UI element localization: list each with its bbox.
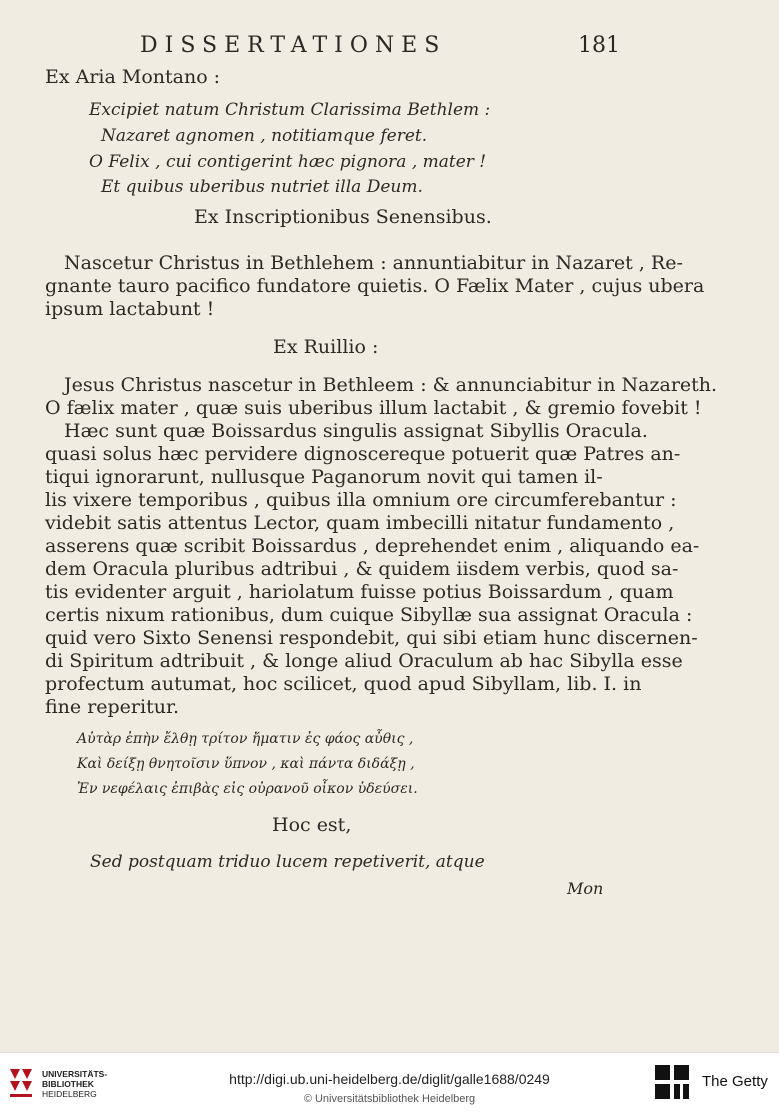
paragraph-line: videbit satis attentus Lector, quam imbecilli nitatur fundamento , <box>45 512 675 534</box>
paragraph-line: ipsum lactabunt ! <box>45 298 215 320</box>
section-heading: Ex Inscriptionibus Senensibus. <box>194 206 492 228</box>
university-library-name: UNIVERSITÄTS- BIBLIOTHEK HEIDELBERG <box>42 1069 108 1099</box>
closing-line: Sed postquam triduo lucem repetiverit, atque <box>90 852 485 872</box>
paragraph-line: fine reperitur. <box>45 696 179 718</box>
verse-line: Excipiet natum Christum Clarissima Bethlem : <box>89 100 491 120</box>
viewer-footer <box>0 1052 779 1113</box>
intro-line: Ex Aria Montano : <box>45 66 221 88</box>
paragraph-line: quid vero Sixto Senensi respondebit, qui sibi etiam hunc discernen- <box>45 627 698 649</box>
section-heading: Ex Ruillio : <box>273 336 379 358</box>
paragraph-line: tiqui ignorarunt, nullusque Paganorum novit qui tamen il- <box>45 466 603 488</box>
source-url-link[interactable]: http://digi.ub.uni-heidelberg.de/diglit/galle1688/0249 <box>229 1071 550 1087</box>
getty-logo-icon <box>655 1065 689 1099</box>
paragraph-line: Nascetur Christus in Bethlehem : annuntiabitur in Nazaret , Re- <box>64 252 683 274</box>
greek-line: Ἐν νεφέλαις ἐπιβὰς εἰς οὐρανοῦ οἶκον ὑδεύσει. <box>77 781 418 797</box>
paragraph-line: quasi solus hæc pervidere dignoscereque potuerit quæ Patres an- <box>45 443 681 465</box>
running-header: DISSERTATIONES <box>140 33 447 58</box>
greek-line: Αὐτὰρ ἐπὴν ἔλθῃ τρίτον ἤματιν ἐς φάος αὖθις , <box>77 731 414 747</box>
paragraph-line: certis nixum rationibus, dum cuique Sibyllæ sua assignat Oracula : <box>45 604 693 626</box>
verse-line: Et quibus uberibus nutriet illa Deum. <box>101 177 423 197</box>
paragraph-line: dem Oracula pluribus adtribui , & quidem iisdem verbis, quod sa- <box>45 558 679 580</box>
paragraph-line: profectum autumat, hoc scilicet, quod apud Sibyllam, lib. I. in <box>45 673 642 695</box>
verse-line: Nazaret agnomen , notitiamque feret. <box>101 126 428 146</box>
verse-line: O Felix , cui contigerint hæc pignora , mater ! <box>89 152 487 172</box>
paragraph-line: Hæc sunt quæ Boissardus singulis assignat Sibyllis Oracula. <box>64 420 648 442</box>
paragraph-line: asserens quæ scribit Boissardus , deprehendet enim , aliquando ea- <box>45 535 700 557</box>
paragraph-line: gnante tauro pacifico fundatore quietis. O Fælix Mater , cujus ubera <box>45 275 705 297</box>
catchword: Mon <box>567 879 604 898</box>
paragraph-line: O fælix mater , quæ suis uberibus illum lactabit , & gremio fovebit ! <box>45 397 702 419</box>
section-heading: Hoc est, <box>272 814 352 836</box>
copyright-notice: © Universitätsbibliothek Heidelberg <box>303 1093 476 1105</box>
paragraph-line: Jesus Christus nascetur in Bethleem : & annunciabitur in Nazareth. <box>64 374 718 396</box>
paragraph-line: di Spiritum adtribuit , & longe aliud Oraculum ab hac Sibylla esse <box>45 650 683 672</box>
getty-partner-name: The Getty <box>702 1073 768 1090</box>
page-number: 181 <box>578 33 620 58</box>
paragraph-line: tis evidenter arguit , hariolatum fuisse potius Boissardum , quam <box>45 581 674 603</box>
greek-line: Καὶ δείξῃ θνητοῖσιν ὕπνον , καὶ πάντα διδάξῃ , <box>77 756 415 772</box>
paragraph-line: lis vixere temporibus , quibus illa omnium ore circumferebantur : <box>45 489 677 511</box>
